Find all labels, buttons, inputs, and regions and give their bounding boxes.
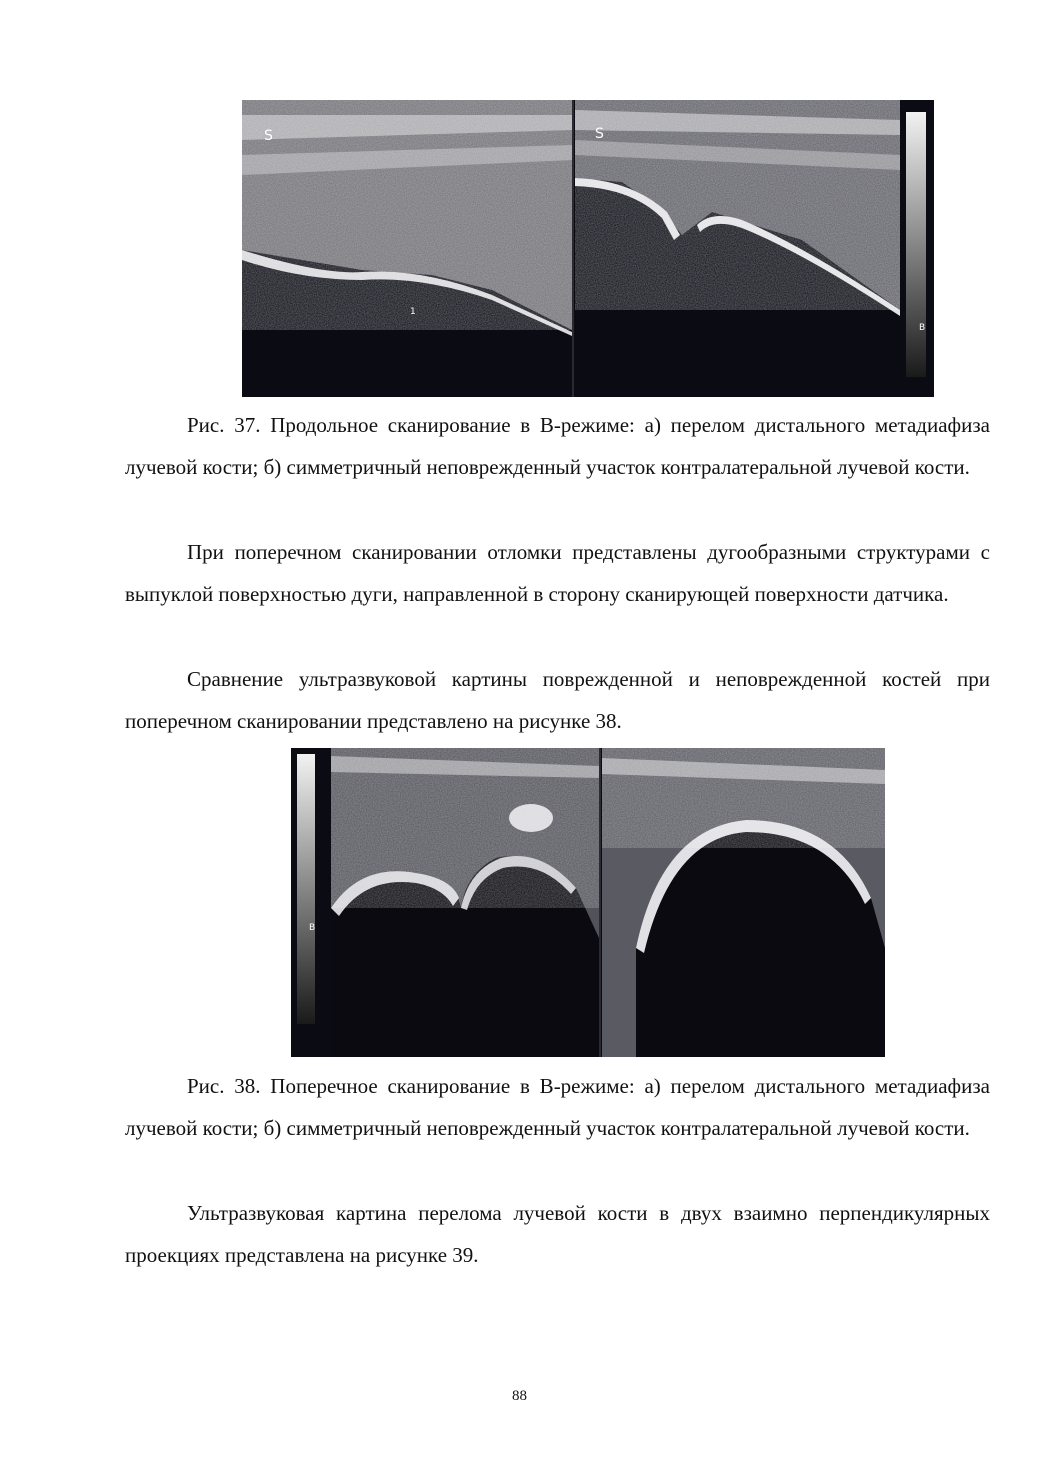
figure-38-caption: Рис. 38. Поперечное сканирование в В-режиме: а) перелом дистального метадиафиза лучевой кости; б) симметричный неповрежденный участок контралатеральной лучевой кости. [125,1074,990,1140]
figure-38-ultrasound [291,748,885,1057]
page-number: 88 [512,1388,527,1404]
figure-37-marker-right: S [595,126,604,142]
paragraph-two-projections: Ультразвуковая картина перелома лучевой кости в двух взаимно перпендикулярных проекциях представлена на рисунке 39. [125,1201,990,1267]
figure-38-grayscale-bar [297,754,315,1024]
figure-37-grayscale-bar [906,112,926,377]
figure-37-caliper-number: 1 [410,307,416,317]
figure-38-panel-b [602,748,885,1057]
figure-38-panel-a [331,748,599,1057]
figure-38-mode-label: B [309,923,316,933]
paragraph-comparison: Сравнение ультразвуковой картины поврежденной и неповрежденной костей при поперечном сканировании представлено на рисунке 38. [125,667,990,733]
paragraph-transverse-scan: При поперечном сканировании отломки представлены дугообразными структурами с выпуклой поверхностью дуги, направленной в сторону сканирующей поверхности датчика. [125,540,990,606]
figure-37-caption: Рис. 37. Продольное сканирование в В-режиме: а) перелом дистального метадиафиза лучевой кости; б) симметричный неповрежденный участок контралатеральной лучевой кости. [125,413,990,479]
figure-37-mode-label: B [919,323,926,333]
figure-38-image [291,748,885,1057]
figure-37-marker-left: S [264,128,273,144]
figure-37-ultrasound [242,100,934,397]
figure-37-image [242,100,934,397]
